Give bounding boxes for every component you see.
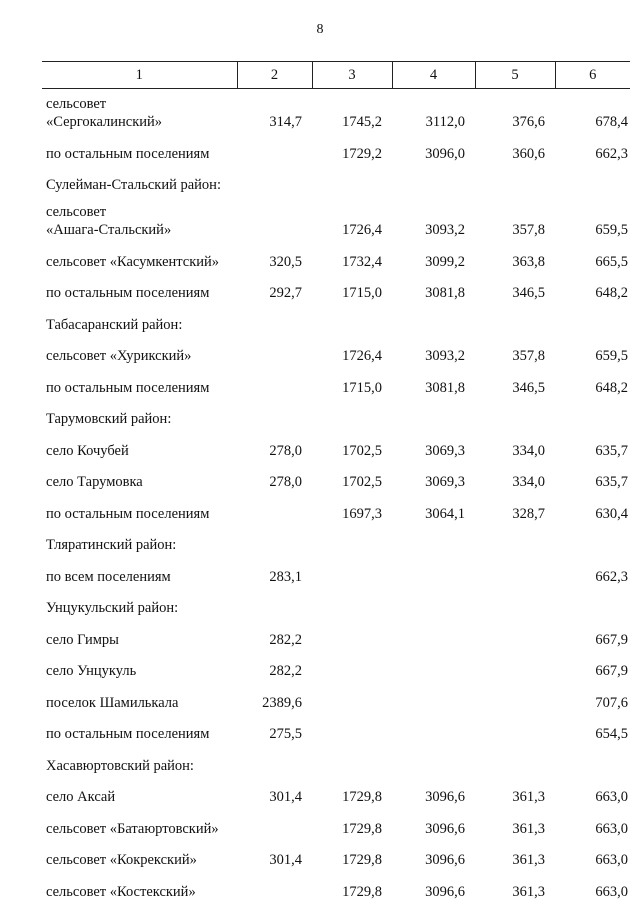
row-name [42,242,237,274]
cell-col-3 [312,683,392,715]
cell-col-6: 665,5 [595,253,628,270]
table-row [42,463,630,495]
row-name-line: Сулейман-Стальский район: [46,177,221,193]
cell-col-3: 1715,0 [342,379,382,396]
cell-col-2: 301,4 [269,789,302,805]
cell-col-3 [312,526,392,558]
cell-col-4 [392,526,475,558]
row-name [42,746,237,778]
table-row [42,494,630,526]
row-name [42,431,237,463]
cell-col-5 [475,166,555,198]
cell-col-6: 648,2 [595,285,628,301]
cell-col-5: 328,7 [512,505,545,522]
cell-col-4 [392,589,475,621]
cell-col-5: 346,5 [512,379,545,396]
cell-col-5: 361,3 [512,789,545,805]
cell-col-3: 1715,0 [342,285,382,301]
cell-col-2 [237,526,312,558]
cell-col-6: 630,4 [595,505,628,522]
page-number: 8 [316,22,324,37]
row-name [42,715,237,747]
table-row [42,166,630,198]
table-row [42,274,630,306]
table-row [42,841,630,873]
cell-col-6: 635,7 [595,474,628,490]
row-name-line: сельсовет [46,96,107,112]
cell-col-4: 3069,3 [425,442,465,459]
row-name-line: сельсовет [46,204,107,220]
header-row [42,62,630,89]
row-name-line: сельсовет «Костекский» [46,883,196,900]
cell-col-4: 3081,8 [425,285,465,301]
cell-col-6: 707,6 [595,694,628,711]
cell-col-2 [237,400,312,432]
cell-col-5: 363,8 [512,253,545,270]
cell-col-2: 275,5 [269,726,302,742]
cell-col-3 [312,589,392,621]
row-name-line: по остальным поселениям [46,145,210,162]
row-name [42,368,237,400]
cell-col-6: 667,9 [595,663,628,679]
row-name [42,134,237,166]
cell-col-2 [237,746,312,778]
cell-col-5 [475,305,555,337]
row-name-line: «Ашага-Стальский» [46,222,172,238]
cell-col-6: 662,3 [595,145,628,162]
cell-col-2: 314,7 [269,114,302,130]
cell-col-4 [392,166,475,198]
cell-col-5: 361,3 [512,820,545,837]
cell-col-5: 361,3 [512,852,545,868]
column-header-4: 4 [392,62,475,89]
cell-col-5 [475,652,555,684]
cell-col-2 [237,337,312,369]
cell-col-2 [237,368,312,400]
cell-col-5 [475,683,555,715]
cell-col-2 [237,166,312,198]
cell-col-3 [312,166,392,198]
row-name-line: село Кочубей [46,442,129,459]
row-name-line: сельсовет «Хурикский» [46,348,192,364]
cell-col-2 [237,589,312,621]
cell-col-4 [392,683,475,715]
row-name [42,652,237,684]
table-row [42,337,630,369]
row-name [42,841,237,873]
row-name-line: по остальным поселениям [46,379,210,396]
row-name [42,872,237,904]
cell-col-6 [555,400,630,432]
table-row [42,368,630,400]
cell-col-4: 3112,0 [425,114,465,130]
row-name-line: по всем поселениям [46,568,171,585]
cell-col-4 [392,400,475,432]
row-name-line: Унцукульский район: [46,600,179,616]
row-name [42,809,237,841]
cell-col-5: 357,8 [512,348,545,364]
row-name [42,89,237,135]
row-name-line: село Тарумовка [46,474,143,490]
row-name [42,463,237,495]
cell-col-2: 282,2 [269,631,302,648]
table-row [42,715,630,747]
row-name-line: по остальным поселениям [46,726,210,742]
table-row [42,431,630,463]
table-row [42,557,630,589]
table-row [42,89,630,135]
cell-col-3: 1702,5 [342,474,382,490]
row-name [42,557,237,589]
cell-col-4 [392,715,475,747]
cell-col-6 [555,589,630,621]
row-name [42,589,237,621]
cell-col-4: 3096,6 [425,852,465,868]
row-name [42,494,237,526]
cell-col-2: 283,1 [269,568,302,585]
cell-col-2: 278,0 [269,442,302,459]
cell-col-5 [475,746,555,778]
row-name-line: Тляратинский район: [46,537,177,553]
cell-col-6: 663,0 [595,852,628,868]
cell-col-6: 663,0 [595,820,628,837]
cell-col-4: 3081,8 [425,379,465,396]
column-header-1: 1 [42,62,237,89]
cell-col-5: 334,0 [512,474,545,490]
cell-col-4 [392,305,475,337]
row-name [42,197,237,242]
cell-col-2: 278,0 [269,474,302,490]
cell-col-5: 357,8 [512,222,545,238]
cell-col-3: 1726,4 [342,222,382,238]
tariff-table [42,61,630,904]
table-row [42,778,630,810]
cell-col-4: 3096,6 [425,883,465,900]
cell-col-3: 1729,8 [342,883,382,900]
row-name-line: поселок Шамилькала [46,694,179,711]
row-name [42,400,237,432]
table-row [42,242,630,274]
cell-col-3 [312,620,392,652]
cell-col-3 [312,400,392,432]
cell-col-4 [392,652,475,684]
table-row [42,620,630,652]
cell-col-3 [312,746,392,778]
row-name-line: сельсовет «Кокрекский» [46,852,197,868]
cell-col-5 [475,400,555,432]
table-row [42,872,630,904]
cell-col-5: 346,5 [512,285,545,301]
cell-col-5: 376,6 [512,114,545,130]
table-row [42,652,630,684]
row-name-line: «Сергокалинский» [46,114,163,130]
cell-col-3 [312,715,392,747]
cell-col-2 [237,809,312,841]
cell-col-6: 663,0 [595,883,628,900]
cell-col-3 [312,305,392,337]
row-name-line: по остальным поселениям [46,285,210,301]
table-row [42,809,630,841]
table-row [42,305,630,337]
row-name-line: сельсовет «Батаюртовский» [46,820,219,837]
row-name [42,274,237,306]
cell-col-5 [475,589,555,621]
row-name-line: село Аксай [46,789,116,805]
cell-col-6: 648,2 [595,379,628,396]
row-name-line: Хасавюртовский район: [46,757,194,774]
table-header [42,62,630,89]
cell-col-2: 320,5 [269,253,302,270]
row-name-line: село Унцукуль [46,663,137,679]
cell-col-4: 3099,2 [425,253,465,270]
table-row [42,526,630,558]
cell-col-5: 361,3 [512,883,545,900]
cell-col-4: 3096,0 [425,145,465,162]
cell-col-2 [237,134,312,166]
row-name [42,683,237,715]
cell-col-6: 659,5 [595,222,628,238]
cell-col-5 [475,557,555,589]
row-name [42,305,237,337]
cell-col-3: 1697,3 [342,505,382,522]
cell-col-4 [392,746,475,778]
cell-col-6 [555,526,630,558]
table-row [42,746,630,778]
cell-col-3: 1729,2 [342,145,382,162]
table-row [42,683,630,715]
cell-col-2: 282,2 [269,663,302,679]
row-name-line: Тарумовский район: [46,411,172,427]
cell-col-2: 292,7 [269,285,302,301]
cell-col-4: 3069,3 [425,474,465,490]
cell-col-4: 3096,6 [425,789,465,805]
cell-col-5: 360,6 [512,145,545,162]
cell-col-6: 635,7 [595,442,628,459]
row-name [42,778,237,810]
cell-col-3: 1726,4 [342,348,382,364]
cell-col-3: 1745,2 [342,114,382,130]
cell-col-5 [475,526,555,558]
cell-col-4: 3064,1 [425,505,465,522]
cell-col-2 [237,494,312,526]
cell-col-3 [312,652,392,684]
cell-col-2 [237,305,312,337]
cell-col-3: 1732,4 [342,253,382,270]
cell-col-3: 1729,8 [342,852,382,868]
cell-col-2 [237,872,312,904]
cell-col-3: 1729,8 [342,820,382,837]
cell-col-3: 1729,8 [342,789,382,805]
row-name-line: Табасаранский район: [46,316,183,333]
table-row [42,134,630,166]
row-name [42,337,237,369]
table-body [42,89,630,904]
row-name-line: по остальным поселениям [46,505,210,522]
cell-col-6 [555,746,630,778]
cell-col-6 [555,166,630,198]
cell-col-4: 3096,6 [425,820,465,837]
cell-col-4: 3093,2 [425,222,465,238]
cell-col-2: 2389,6 [262,694,302,711]
cell-col-6: 667,9 [595,631,628,648]
cell-col-6: 663,0 [595,789,628,805]
cell-col-2: 301,4 [269,852,302,868]
cell-col-4 [392,620,475,652]
cell-col-2 [237,197,312,242]
cell-col-6 [555,305,630,337]
row-name [42,166,237,198]
column-header-6: 6 [555,62,630,89]
cell-col-6: 659,5 [595,348,628,364]
cell-col-4 [392,557,475,589]
row-name-line: село Гимры [46,631,119,648]
cell-col-5: 334,0 [512,442,545,459]
cell-col-6: 654,5 [595,726,628,742]
column-header-2: 2 [237,62,312,89]
cell-col-5 [475,715,555,747]
row-name-line: сельсовет «Касумкентский» [46,253,220,270]
table-row [42,197,630,242]
cell-col-3: 1702,5 [342,442,382,459]
table-row [42,400,630,432]
row-name [42,620,237,652]
column-header-5: 5 [475,62,555,89]
cell-col-5 [475,620,555,652]
cell-col-3 [312,557,392,589]
cell-col-6: 678,4 [595,114,628,130]
row-name [42,526,237,558]
cell-col-4: 3093,2 [425,348,465,364]
cell-col-6: 662,3 [595,568,628,585]
column-header-3: 3 [312,62,392,89]
table-row [42,589,630,621]
